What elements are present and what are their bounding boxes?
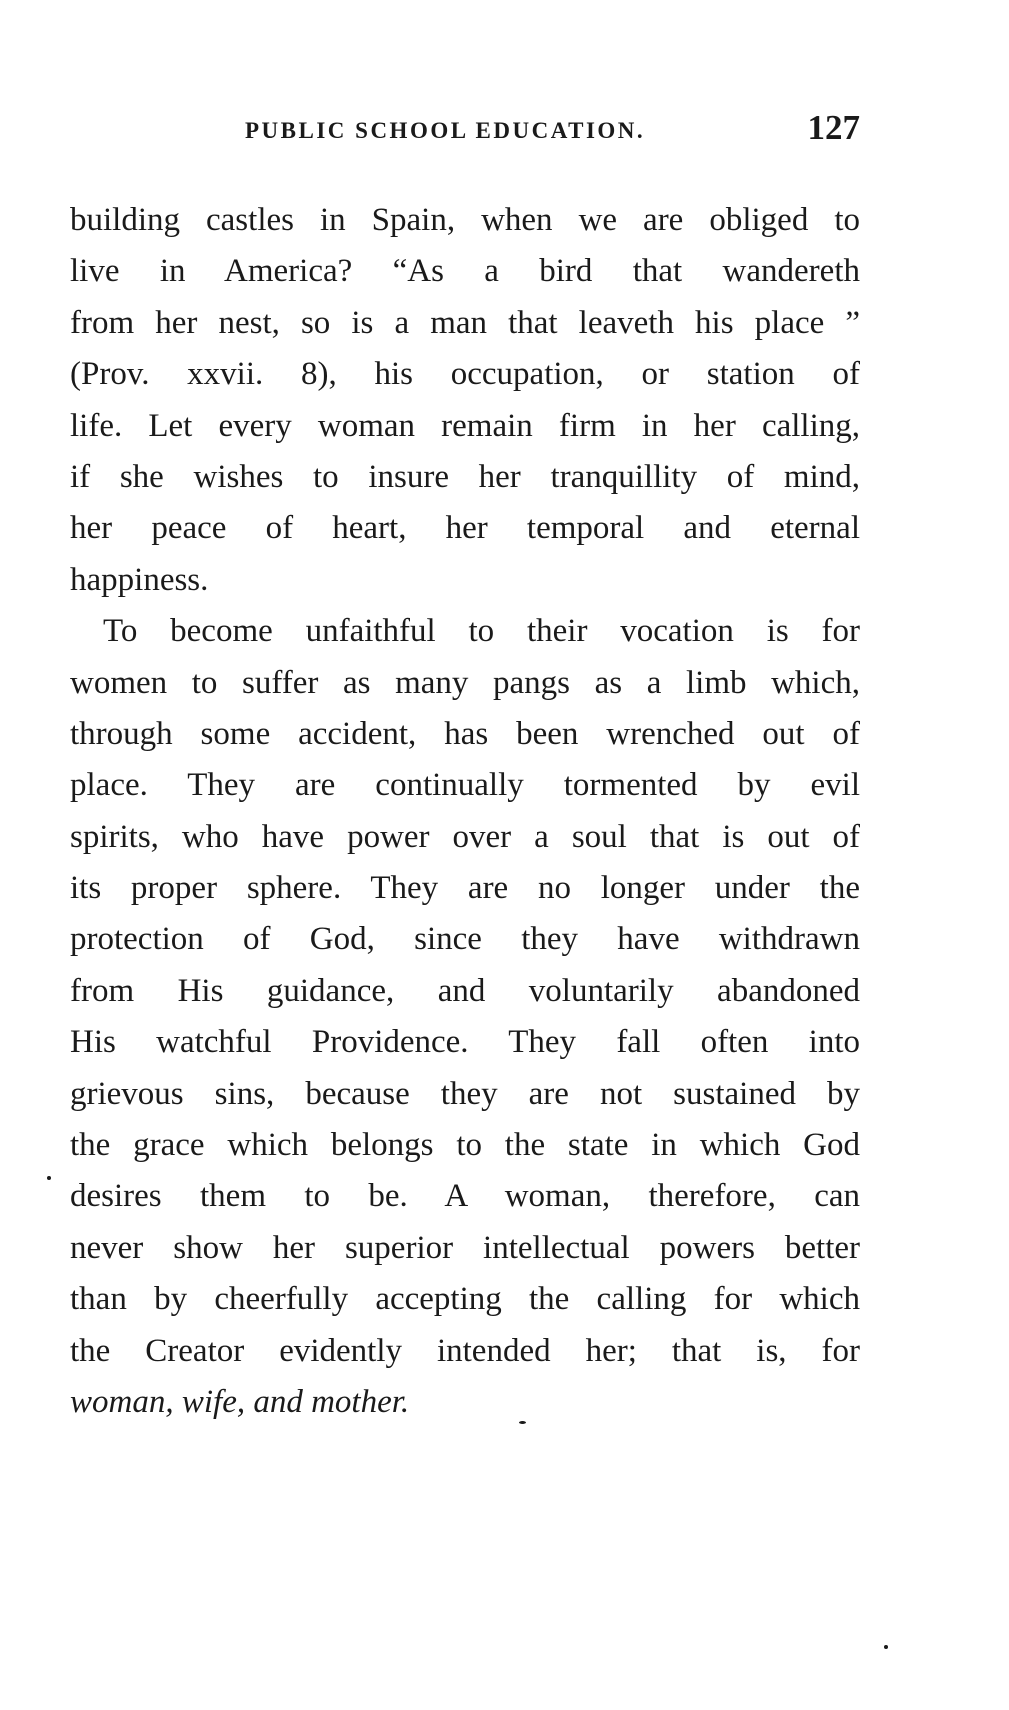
text-line: if she wishes to insure her tranquillity of mind,	[70, 458, 860, 495]
paragraph	[70, 195, 860, 606]
text-line: never show her superior intellectual powers better	[70, 1229, 860, 1266]
text-line: protection of God, since they have withdrawn	[70, 921, 860, 958]
text-line: from His guidance, and voluntarily abandoned	[70, 972, 860, 1009]
text-line: (Prov. xxvii. 8), his occupation, or station of	[70, 356, 860, 393]
paragraph	[70, 606, 860, 1428]
text-line: grievous sins, because they are not sustained by	[70, 1075, 860, 1112]
text-line: life. Let every woman remain firm in her calling,	[70, 407, 860, 444]
text-line: happiness.	[70, 561, 209, 598]
running-title: PUBLIC SCHOOL EDUCATION.	[245, 118, 646, 143]
text-line: spirits, who have power over a soul that is out of	[70, 818, 860, 855]
text-line: its proper sphere. They are no longer under the	[70, 870, 860, 907]
text-line: women to suffer as many pangs as a limb which,	[70, 664, 860, 701]
text-line: desires them to be. A woman, therefore, can	[70, 1178, 860, 1215]
text-line: building castles in Spain, when we are obliged to	[70, 202, 860, 238]
print-speck	[884, 1645, 888, 1649]
body-text	[70, 195, 860, 1428]
running-head	[70, 108, 860, 152]
print-speck	[47, 1176, 51, 1180]
text-line: than by cheerfully accepting the calling for which	[70, 1281, 860, 1318]
page-number: 127	[807, 108, 860, 147]
text-line: place. They are continually tormented by evil	[70, 767, 860, 804]
text-line: His watchful Providence. They fall often into	[70, 1024, 860, 1061]
text-line: her peace of heart, her temporal and eternal	[70, 510, 860, 547]
closing-italic-line: woman, wife, and mother.	[70, 1383, 410, 1420]
print-speck	[519, 1421, 526, 1424]
text-line: from her nest, so is a man that leaveth his place ”	[70, 304, 860, 341]
text-line: the Creator evidently intended her; that is, for	[70, 1332, 860, 1369]
text-line: through some accident, has been wrenched out of	[70, 715, 860, 752]
text-line: the grace which belongs to the state in which God	[70, 1127, 860, 1164]
text-line: To become unfaithful to their vocation is for	[103, 613, 860, 650]
text-line: live in America? “As a bird that wandereth	[70, 253, 860, 290]
